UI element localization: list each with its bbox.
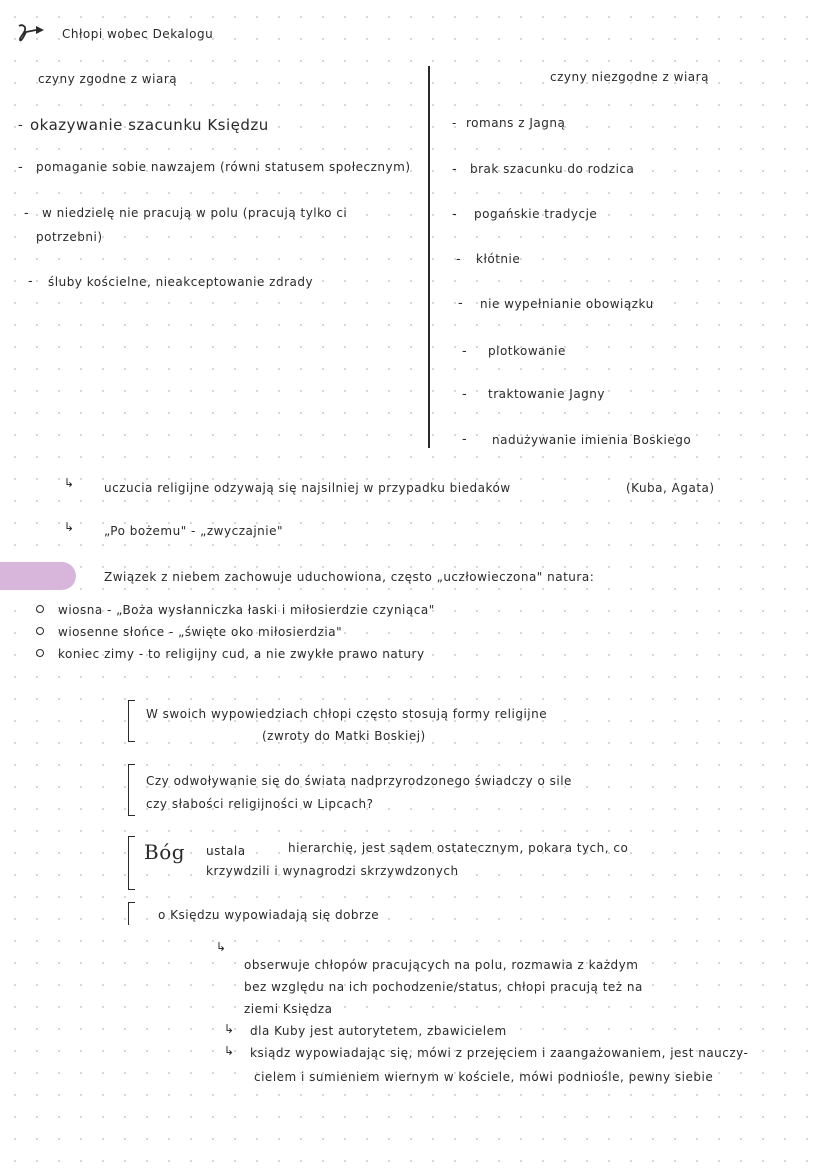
left-item-continued: potrzebni) xyxy=(36,230,103,244)
dash-marker: - xyxy=(452,162,457,177)
block-priest-heading: o Księdzu wypowiadają się dobrze xyxy=(158,908,380,922)
block-religious-forms: W swoich wypowiedziach chłopi często stosują formy religijne xyxy=(146,707,548,721)
right-item: brak szacunku do rodzica xyxy=(470,162,635,176)
god-heading: Bóg xyxy=(144,840,186,864)
block-question: Czy odwoływanie się do świata nadprzyrodzonego świadczy o sile xyxy=(146,774,572,788)
right-item: plotkowanie xyxy=(488,344,566,358)
priest-note: obserwuje chłopów pracujących na polu, rozmawia z każdym xyxy=(244,958,639,972)
dash-marker: - xyxy=(18,118,23,133)
left-column-heading: czyny zgodne z wiarą xyxy=(38,72,178,86)
dash-marker: - xyxy=(18,160,23,175)
priest-note: ziemi Księdza xyxy=(244,1002,333,1016)
nature-item: wiosna - „Boża wysłanniczka łaski i miłosierdzie czyniąca" xyxy=(58,603,435,617)
dash-marker: - xyxy=(24,206,29,221)
right-item: kłótnie xyxy=(476,252,521,266)
dash-marker: - xyxy=(458,296,463,311)
block-religious-forms-sub: (zwroty do Matki Boskiej) xyxy=(262,729,426,743)
right-column-heading: czyny niezgodne z wiarą xyxy=(550,70,709,84)
column-divider xyxy=(428,66,430,448)
note-religious-feelings-paren: (Kuba, Agata) xyxy=(626,481,715,495)
bracket-mark xyxy=(128,700,135,742)
dash-marker: - xyxy=(456,252,461,267)
dash-marker: - xyxy=(452,207,457,222)
left-item: okazywanie szacunku Księdzu xyxy=(30,116,269,134)
bracket-mark xyxy=(128,836,135,890)
nature-item: koniec zimy - to religijny cud, a nie zwykłe prawo natury xyxy=(58,647,425,661)
dash-marker: - xyxy=(462,387,467,402)
circle-bullet-icon xyxy=(36,605,44,613)
left-item: śluby kościelne, nieakceptowanie zdrady xyxy=(48,275,314,289)
highlighter-mark xyxy=(0,562,76,590)
bullet-arrow-icon xyxy=(16,22,50,46)
right-item: nadużywanie imienia Boskiego xyxy=(492,433,692,447)
dash-marker: - xyxy=(462,432,467,447)
dash-marker: - xyxy=(452,116,457,130)
block-god-b: hierarchię, jest sądem ostatecznym, pokara tych, co xyxy=(288,841,629,855)
left-item: w niedzielę nie pracują w polu (pracują tylko ci xyxy=(42,206,348,220)
dash-marker: - xyxy=(28,274,33,289)
note-po-bozemu: „Po bożemu" - „zwyczajnie" xyxy=(104,524,284,538)
turn-arrow-icon: ↳ xyxy=(216,940,227,954)
block-question-cont: czy słabości religijności w Lipcach? xyxy=(146,797,374,811)
turn-arrow-icon: ↳ xyxy=(224,1044,235,1058)
block-god-line2: krzywdzili i wynagrodzi skrzywdzonych xyxy=(206,864,459,878)
turn-arrow-icon: ↳ xyxy=(224,1022,235,1036)
turn-arrow-icon: ↳ xyxy=(64,520,75,534)
bracket-mark xyxy=(128,902,135,925)
priest-note: ksiądz wypowiadając się, mówi z przejęciem i zaangażowaniem, jest nauczy- xyxy=(250,1046,749,1060)
nature-heading: Związek z niebem zachowuje uduchowiona, często „uczłowieczona" natura: xyxy=(104,570,595,584)
turn-arrow-icon: ↳ xyxy=(64,476,75,490)
dash-marker: - xyxy=(462,344,467,359)
left-item: pomaganie sobie nawzajem (równi statusem społecznym) xyxy=(36,160,411,174)
right-item: pogańskie tradycje xyxy=(474,207,598,221)
priest-note: cielem i sumieniem wiernym w kościele, mówi podniośle, pewny siebie xyxy=(254,1070,714,1084)
circle-bullet-icon xyxy=(36,627,44,635)
right-item: romans z Jagną xyxy=(466,116,566,130)
priest-note: dla Kuby jest autorytetem, zbawicielem xyxy=(250,1024,507,1038)
circle-bullet-icon xyxy=(36,649,44,657)
priest-note: bez względu na ich pochodzenie/status, chłopi pracują też na xyxy=(244,980,643,994)
page-title: Chłopi wobec Dekalogu xyxy=(62,27,214,41)
bracket-mark xyxy=(128,764,135,816)
right-item: nie wypełnianie obowiązku xyxy=(480,297,654,311)
block-god-a: ustala xyxy=(206,844,246,858)
nature-item: wiosenne słońce - „święte oko miłosierdzia" xyxy=(58,625,343,639)
right-item: traktowanie Jagny xyxy=(488,387,606,401)
note-religious-feelings: uczucia religijne odzywają się najsilniej w przypadku biedaków xyxy=(104,481,511,495)
